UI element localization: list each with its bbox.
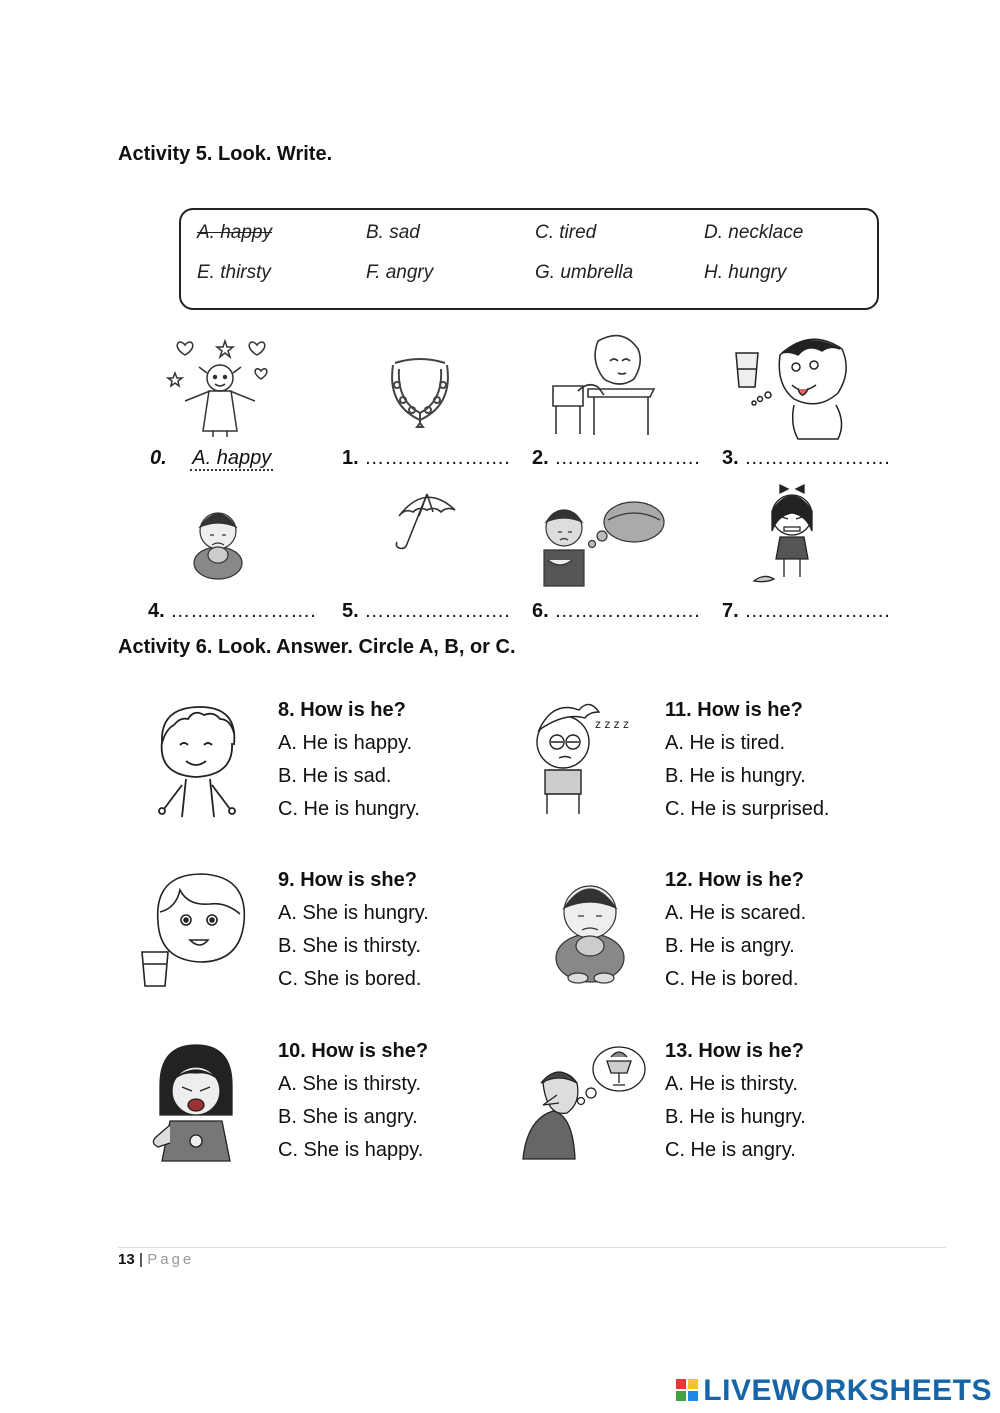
activity5-title: Activity 5. Look. Write. xyxy=(118,143,333,165)
answer-text[interactable]: A. happy xyxy=(192,447,272,469)
answer-blank[interactable]: …………………. xyxy=(170,600,316,622)
option-a[interactable]: A. She is hungry. xyxy=(278,902,429,924)
word-bank-item: H. hungry xyxy=(704,262,787,283)
item-number: 4. xyxy=(148,600,165,622)
question-9 xyxy=(278,864,429,996)
question-text: 11. How is he? xyxy=(665,699,803,721)
scared-boy-image xyxy=(548,876,633,984)
answer-blank[interactable]: …………………. xyxy=(364,600,510,622)
option-b[interactable]: B. He is hungry. xyxy=(665,1106,806,1128)
word-bank-item: B. sad xyxy=(366,222,420,243)
activity6-title: Activity 6. Look. Answer. Circle A, B, or C. xyxy=(118,636,516,658)
happy-boy-image xyxy=(150,705,240,820)
question-12 xyxy=(665,864,806,996)
word-bank-item: D. necklace xyxy=(704,222,804,243)
answer-blank[interactable]: …………………. xyxy=(554,447,700,469)
item-number: 3. xyxy=(722,447,739,469)
option-b[interactable]: B. He is sad. xyxy=(278,765,392,787)
option-b[interactable]: B. She is thirsty. xyxy=(278,935,422,957)
word-bank-item: E. thirsty xyxy=(197,262,271,283)
answer-7[interactable] xyxy=(722,600,890,623)
word-bank-item: A. happy xyxy=(197,222,272,243)
angry-girl-shouting-image xyxy=(146,1045,242,1163)
word-bank-item: C. tired xyxy=(535,222,597,243)
option-c[interactable]: C. He is angry. xyxy=(665,1139,796,1161)
word-bank-item: F. angry xyxy=(366,262,434,283)
page-separator: | xyxy=(138,1251,144,1268)
option-a[interactable]: A. He is tired. xyxy=(665,732,786,754)
page-word: Page xyxy=(147,1251,195,1268)
logo-text: LIVEWORKSHEETS xyxy=(703,1374,992,1407)
answer-2[interactable] xyxy=(532,447,700,470)
option-c[interactable]: C. She is bored. xyxy=(278,968,422,990)
question-11 xyxy=(665,694,830,826)
answer-blank[interactable]: …………………. xyxy=(554,600,700,622)
answer-blank[interactable]: …………………. xyxy=(744,447,890,469)
tired-boy-at-desk-image xyxy=(548,331,658,439)
word-bank-item: G. umbrella xyxy=(535,262,634,283)
thirsty-girl-with-glass-image xyxy=(138,872,248,990)
item-number: 7. xyxy=(722,600,739,622)
answer-blank[interactable]: …………………. xyxy=(364,447,510,469)
option-a[interactable]: A. She is thirsty. xyxy=(278,1073,422,1095)
sad-boy-image xyxy=(188,505,248,580)
answer-3[interactable] xyxy=(722,447,890,470)
page-number: 13 xyxy=(118,1251,135,1268)
item-number: 2. xyxy=(532,447,549,469)
liveworksheets-logo[interactable] xyxy=(676,1374,992,1408)
necklace-image xyxy=(385,355,455,427)
item-number: 0. xyxy=(150,447,167,469)
thirsty-boy-with-glass-image xyxy=(730,333,848,441)
question-text: 10. How is she? xyxy=(278,1040,429,1062)
item-number: 1. xyxy=(342,447,359,469)
answer-5[interactable] xyxy=(342,600,510,623)
tired-boy-sleepy-image xyxy=(523,700,633,818)
hungry-boy-thinking-of-food-image xyxy=(538,492,668,587)
angry-girl-image xyxy=(750,485,830,585)
hungry-man-thinking-of-ice-cream-image xyxy=(513,1043,649,1161)
happy-girl-image xyxy=(165,333,275,438)
option-c[interactable]: C. She is happy. xyxy=(278,1139,424,1161)
question-8 xyxy=(278,694,420,826)
option-b[interactable]: B. She is angry. xyxy=(278,1106,418,1128)
option-c[interactable]: C. He is bored. xyxy=(665,968,799,990)
question-text: 13. How is he? xyxy=(665,1040,804,1062)
option-b[interactable]: B. He is angry. xyxy=(665,935,795,957)
option-a[interactable]: A. He is happy. xyxy=(278,732,413,754)
item-number: 5. xyxy=(342,600,359,622)
answer-4[interactable] xyxy=(148,600,316,623)
answer-0 xyxy=(150,447,273,470)
page-footer xyxy=(118,1251,194,1268)
answer-6[interactable] xyxy=(532,600,700,623)
question-text: 8. How is he? xyxy=(278,699,406,721)
item-number: 6. xyxy=(532,600,549,622)
question-text: 9. How is she? xyxy=(278,869,417,891)
svg-text:z z z z: z z z z xyxy=(595,717,630,731)
question-13 xyxy=(665,1035,806,1167)
liveworksheets-logo-icon xyxy=(676,1379,700,1403)
option-a[interactable]: A. He is scared. xyxy=(665,902,807,924)
umbrella-image xyxy=(395,490,457,556)
question-10 xyxy=(278,1035,428,1167)
answer-1[interactable] xyxy=(342,447,510,470)
answer-blank[interactable]: …………………. xyxy=(744,600,890,622)
option-a[interactable]: A. He is thirsty. xyxy=(665,1073,798,1095)
option-b[interactable]: B. He is hungry. xyxy=(665,765,806,787)
option-c[interactable]: C. He is hungry. xyxy=(278,798,420,820)
option-c[interactable]: C. He is surprised. xyxy=(665,798,830,820)
footer-divider xyxy=(118,1247,946,1248)
question-text: 12. How is he? xyxy=(665,869,804,891)
